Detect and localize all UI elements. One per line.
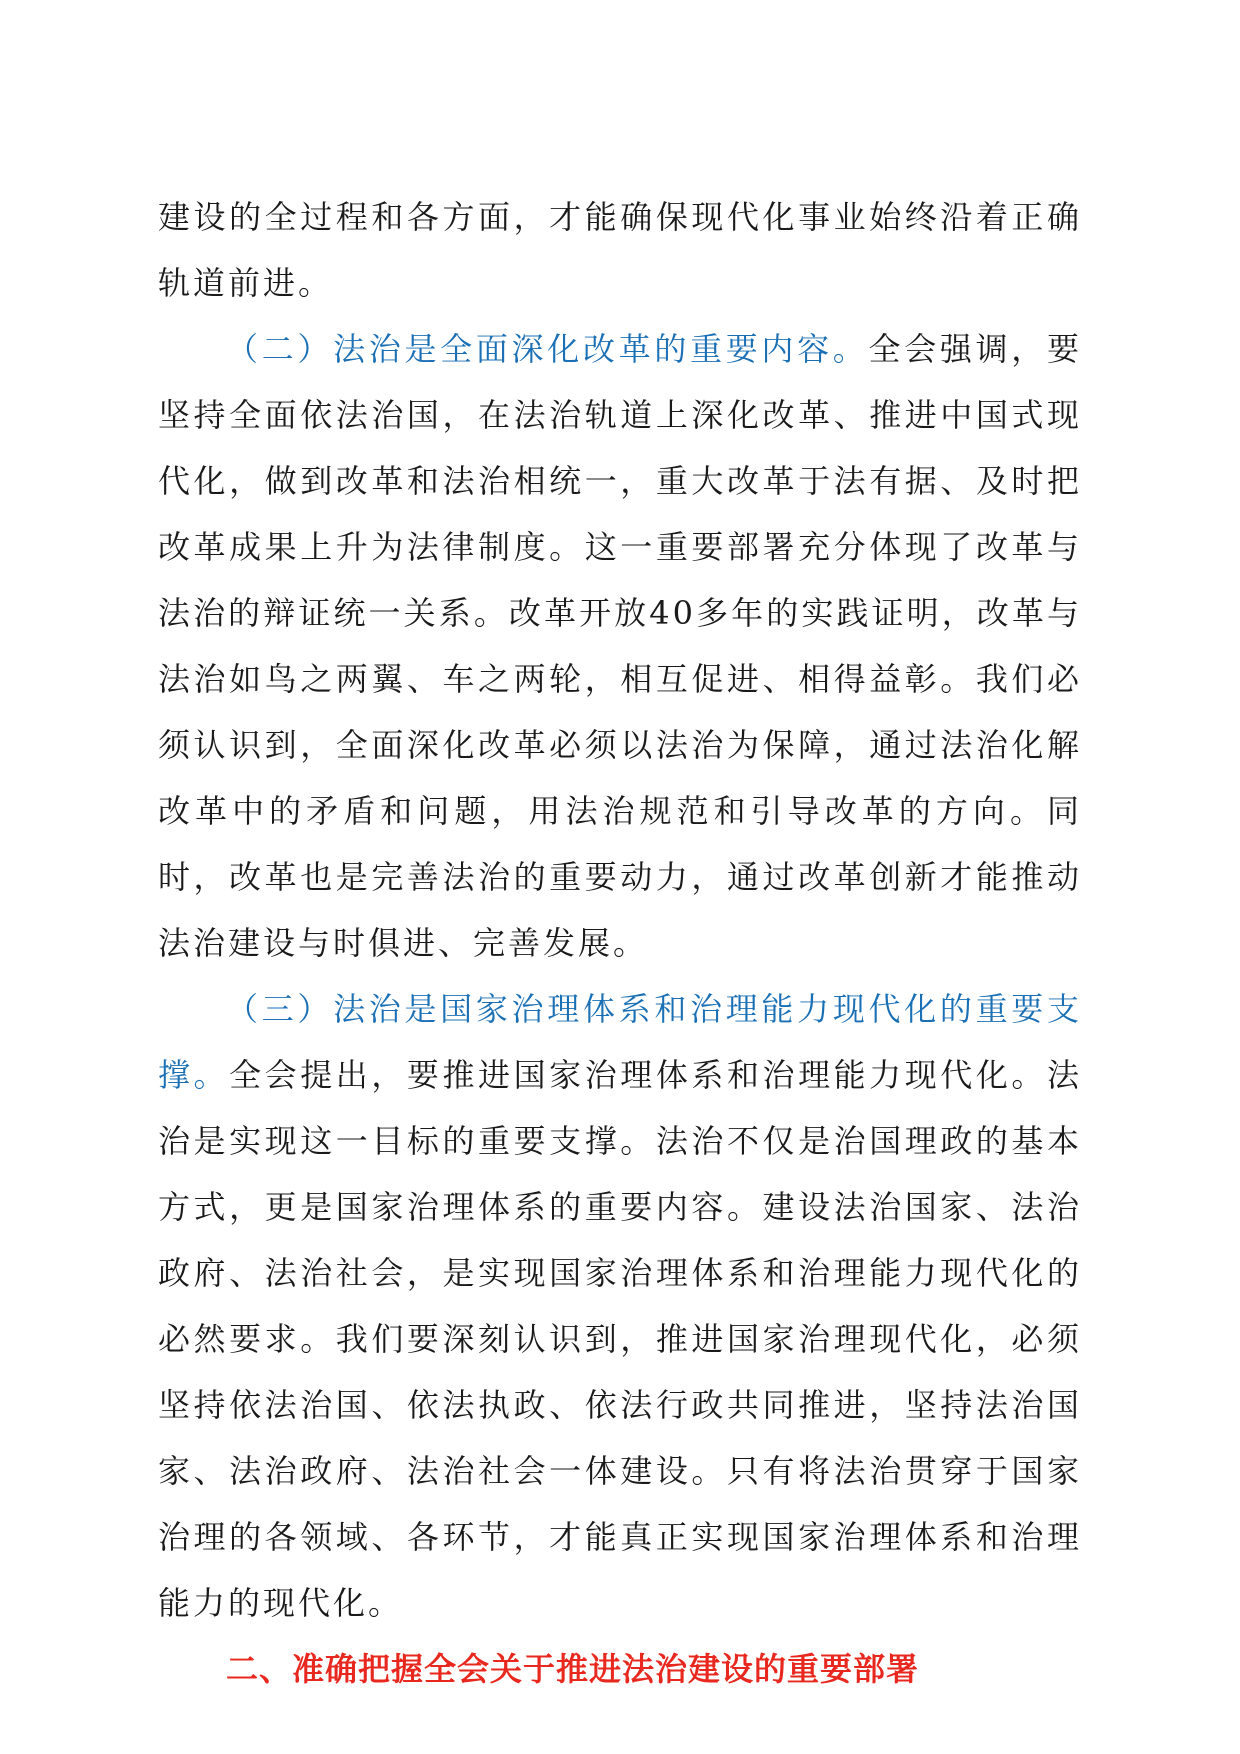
- document-page: [158, 184, 1082, 1702]
- section-heading: 二、准确把握全会关于推进法治建设的重要部署: [226, 1650, 920, 1688]
- paragraph-text: 全会强调，要坚持全面依法治国，在法治轨道上深化改革、推进中国式现代化，做到改革和法治相统一，重大改革于法有据、及时把改革成果上升为法律制度。这一重要部署充分体现了改革与法治的辩证统一关系。改革开放40多年的实践证明，改革与法治如鸟之两翼、车之两轮，相互促进、相得益彰。我们必须认识到，全面深化改革必须以法治为保障，通过法治化解改革中的矛盾和问题，用法治规范和引导改革的方向。同时，改革也是完善法治的重要动力，通过改革创新才能推动法治建设与时俱进、完善发展。: [158, 330, 1082, 962]
- paragraph-text: 全会提出，要推进国家治理体系和治理能力现代化。法治是实现这一目标的重要支撑。法治不仅是治国理政的基本方式，更是国家治理体系的重要内容。建设法治国家、法治政府、法治社会，是实现国家治理体系和治理能力现代化的必然要求。我们要深刻认识到，推进国家治理现代化，必须坚持依法治国、依法执政、依法行政共同推进，坚持法治国家、法治政府、法治社会一体建设。只有将法治贯穿于国家治理的各领域、各环节，才能真正实现国家治理体系和治理能力的现代化。: [158, 1056, 1082, 1622]
- sub-heading-governance: （三）法治是国家治理体系和治理能力现代化的重要支撑。: [158, 990, 1082, 1094]
- paragraph-reform: [158, 316, 1082, 976]
- paragraph-text: 建设的全过程和各方面，才能确保现代化事业始终沿着正确轨道前进。: [158, 198, 1082, 302]
- sub-heading-reform: （二）法治是全面深化改革的重要内容。: [226, 330, 869, 368]
- paragraph-governance: [158, 976, 1082, 1636]
- paragraph-continuation: [158, 184, 1082, 316]
